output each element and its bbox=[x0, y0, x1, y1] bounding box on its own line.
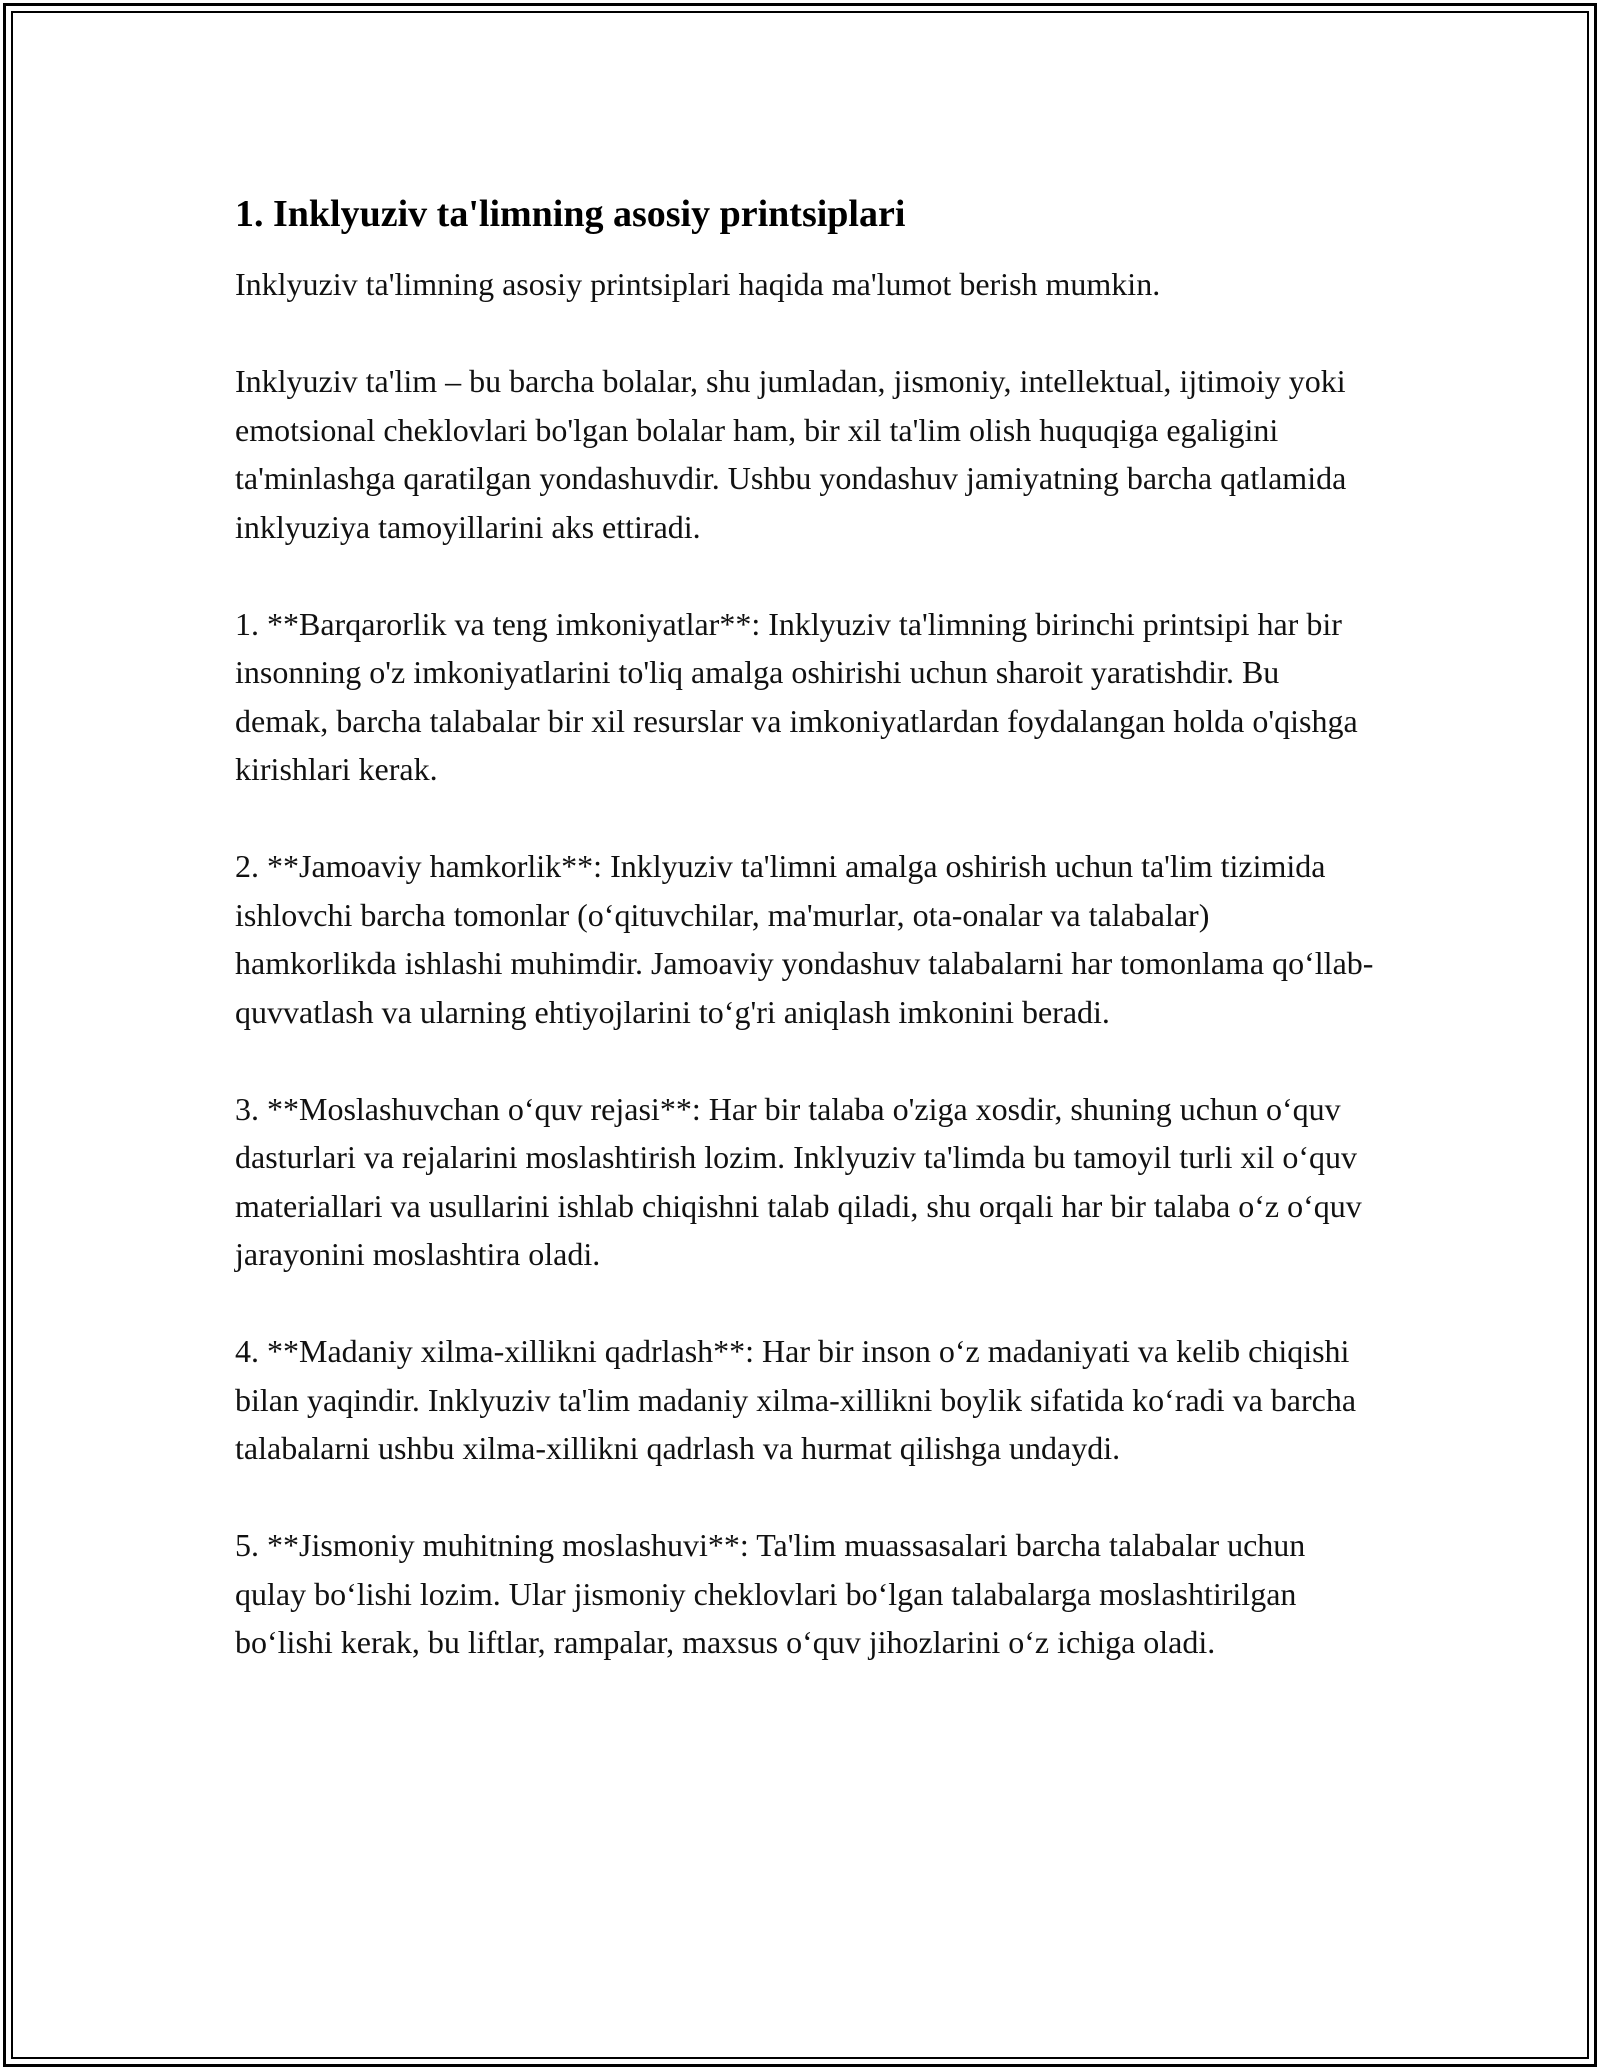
intro-paragraph: Inklyuziv ta'limning asosiy printsiplari haqida ma'lumot berish mumkin. bbox=[235, 266, 1161, 302]
principle-paragraph-3: 3. **Moslashuvchan o‘quv rejasi**: Har bir talaba o'ziga xosdir, shuning uchun o‘quv dasturlari va rejalarini moslashtirish lozim. Inklyuziv ta'limda bu tamoyil turli xil o‘quv materiallari va usullarini ishlab chiqishni talab qiladi, shu orqali har bir talaba o‘z o‘quv jarayonini moslashtira oladi. bbox=[235, 1090, 1362, 1272]
principle-paragraph-2: 2. **Jamoaviy hamkorlik**: Inklyuziv ta'limni amalga oshirish uchun ta'lim tizimida ishlovchi barcha tomonlar (o‘qituvchilar, ma'murlar, ota-onalar va talabalar) hamkorlikda ishlashi muhimdir. Jamoaviy yondashuv talabalarni har tomonlama qo‘llab-quvvatlash va ularning ehtiyojlarini to‘g'ri aniqlash imkonini beradi. bbox=[235, 848, 1374, 1030]
section-heading: 1. Inklyuziv ta'limning asosiy printsiplari bbox=[235, 193, 906, 235]
principle-paragraph-4: 4. **Madaniy xilma-xillikni qadrlash**: Har bir inson o‘z madaniyati va kelib chiqishi bilan yaqindir. Inklyuziv ta'lim madaniy xilma-xillikni boylik sifatida ko‘radi va barcha talabalarni ushbu xilma-xillikni qadrlash va hurmat qilishga undaydi. bbox=[235, 1333, 1357, 1466]
document-body bbox=[235, 188, 1375, 1667]
definition-paragraph: Inklyuziv ta'lim – bu barcha bolalar, shu jumladan, jismoniy, intellektual, ijtimoiy yoki emotsional cheklovlari bo'lgan bolalar ham, bir xil ta'lim olish huquqiga egaligini ta'minlashga qaratilgan yondashuvdir. Ushbu yondashuv jamiyatning barcha qatlamida inklyuziya tamoyillarini aks ettiradi. bbox=[235, 363, 1347, 545]
principle-paragraph-1: 1. **Barqarorlik va teng imkoniyatlar**: Inklyuziv ta'limning birinchi printsipi har bir insonning o'z imkoniyatlarini to'liq amalga oshirishi uchun sharoit yaratishdir. Bu demak, barcha talabalar bir xil resurslar va imkoniyatlardan foydalangan holda o'qishga kirishlari kerak. bbox=[235, 605, 1358, 787]
principle-paragraph-5: 5. **Jismoniy muhitning moslashuvi**: Ta'lim muassasalari barcha talabalar uchun qulay bo‘lishi lozim. Ular jismoniy cheklovlari bo‘lgan talabalarga moslashtirilgan bo‘lishi kerak, bu liftlar, rampalar, maxsus o‘quv jihozlarini o‘z ichiga oladi. bbox=[235, 1527, 1306, 1660]
